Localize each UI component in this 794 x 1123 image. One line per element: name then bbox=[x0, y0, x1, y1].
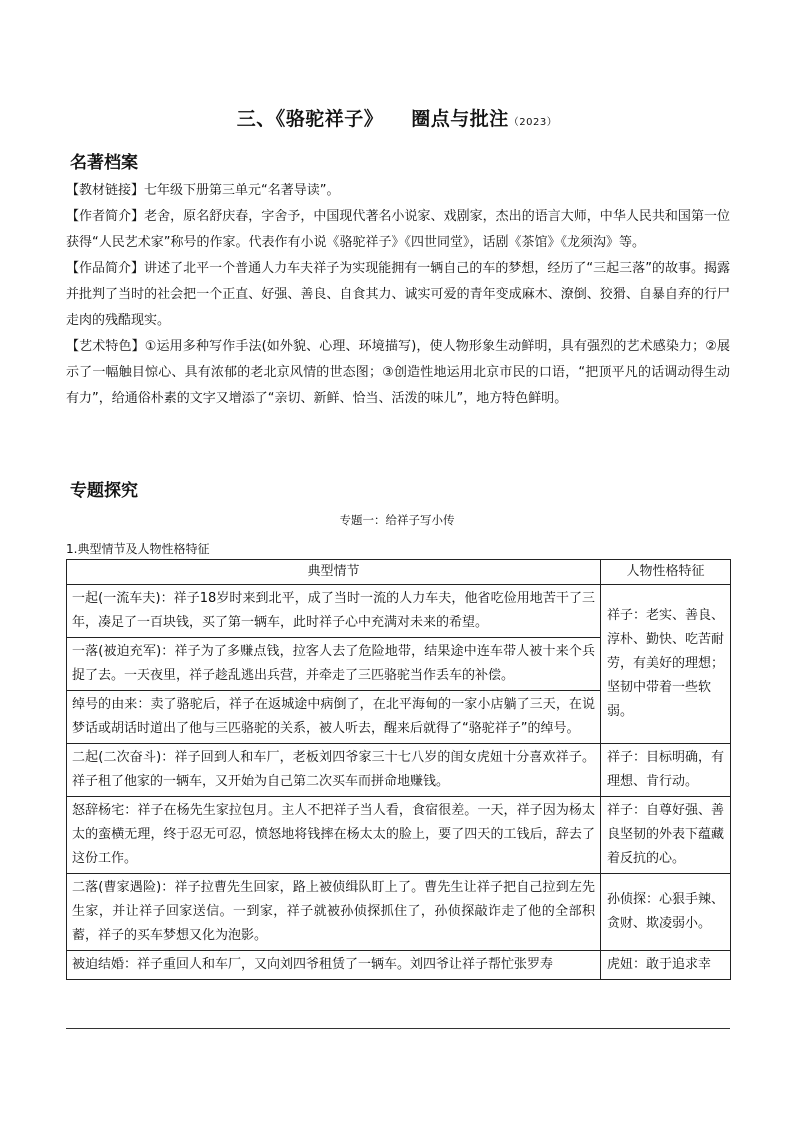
trait-cell: 虎妞：敢于追求幸 bbox=[601, 951, 731, 980]
title-topic: 圈点与批注 bbox=[411, 108, 509, 130]
footer-divider bbox=[66, 1028, 730, 1029]
section-heading-study: 专题探究 bbox=[70, 481, 138, 501]
plot-cell: 二起(二次奋斗)：祥子回到人和车厂，老板刘四爷家三十七八岁的闺女虎妞十分喜欢祥子。祥子租了他家的一辆车，又开始为自己第二次买车而拼命地赚钱。 bbox=[67, 744, 601, 797]
title-book: 三、《骆驼祥子》 bbox=[236, 108, 384, 130]
title-year: （2023） bbox=[508, 117, 558, 128]
plot-cell: 一起(一流车夫)：祥子18岁时来到北平，成了当时一流的人力车夫，他省吃俭用地苦干了三年，凑足了一百块钱，买了第一辆车，此时祥子心中充满对未来的希望。 bbox=[67, 585, 601, 638]
trait-cell: 孙侦探：心狠手辣、贪财、欺凌弱小。 bbox=[601, 874, 731, 951]
plot-cell: 绰号的由来：卖了骆驼后，祥子在返城途中病倒了，在北平海甸的一家小店躺了三天，在说梦话或胡话时道出了他与三匹骆驼的关系，被人听去，醒来后就得了“骆驼祥子”的绰号。 bbox=[67, 691, 601, 744]
table-subheading: 1.典型情节及人物性格特征 bbox=[66, 542, 210, 556]
table-row bbox=[67, 585, 731, 638]
plot-cell: 一落(被迫充军)：祥子为了多赚点钱，拉客人去了危险地带，结果途中连车带人被十来个兵捉了去。一天夜里，祥子趁乱逃出兵营，并牵走了三匹骆驼当作丢车的补偿。 bbox=[67, 638, 601, 691]
plot-character-table bbox=[66, 559, 731, 980]
topic-title: 专题一：给祥子写小传 bbox=[339, 513, 455, 527]
page-title bbox=[0, 104, 794, 131]
author-intro-paragraph: 【作者简介】老舍，原名舒庆春，字舍予，中国现代著名小说家、戏剧家，杰出的语言大师，中华人民共和国第一位获得“人民艺术家”称号的作家。代表作有小说《骆驼祥子》《四世同堂》，话剧《茶馆》《龙须沟》等。 bbox=[66, 209, 730, 250]
plot-cell: 二落(曹家遇险)：祥子拉曹先生回家，路上被侦缉队盯上了。曹先生让祥子把自己拉到左先生家，并让祥子回家送信。一到家，祥子就被孙侦探抓住了，孙侦探敲诈走了他的全部积蓄，祥子的买车梦想又化为泡影。 bbox=[67, 874, 601, 951]
textbook-link-paragraph: 【教材链接】七年级下册第三单元“名著导读”。 bbox=[66, 183, 340, 198]
section-heading-archive: 名著档案 bbox=[70, 153, 138, 173]
work-intro-paragraph: 【作品简介】讲述了北平一个普通人力车夫祥子为实现能拥有一辆自己的车的梦想，经历了“三起三落”的故事。揭露并批判了当时的社会把一个正直、好强、善良、自食其力、诚实可爱的青年变成麻木、潦倒、狡猾、自暴自弃的行尸走肉的残酷现实。 bbox=[66, 261, 730, 328]
trait-cell: 祥子：目标明确，有理想、肯行动。 bbox=[601, 744, 731, 797]
plot-cell: 被迫结婚：祥子重回人和车厂，又向刘四爷租赁了一辆车。刘四爷让祥子帮忙张罗寿 bbox=[67, 951, 601, 980]
table-row bbox=[67, 744, 731, 797]
table-header-row bbox=[67, 560, 731, 585]
table-row bbox=[67, 951, 731, 980]
trait-cell: 祥子：老实、善良、淳朴、勤快、吃苦耐劳，有美好的理想；坚韧中带着一些软弱。 bbox=[601, 585, 731, 744]
art-features-paragraph: 【艺术特色】①运用多种写作手法(如外貌、心理、环境描写)，使人物形象生动鲜明，具有强烈的艺术感染力；②展示了一幅触目惊心、具有浓郁的老北京风情的世态图；③创造性地运用北京市民的口语，“把顶平凡的话调动得生动有力”，给通俗朴素的文字又增添了“亲切、新鲜、恰当、活泼的味儿”，地方特色鲜明。 bbox=[66, 339, 730, 406]
archive-content bbox=[66, 178, 730, 412]
trait-cell: 祥子：自尊好强、善良坚韧的外表下蕴藏着反抗的心。 bbox=[601, 797, 731, 874]
header-traits: 人物性格特征 bbox=[601, 560, 731, 585]
header-plot: 典型情节 bbox=[67, 560, 601, 585]
plot-cell: 怒辞杨宅：祥子在杨先生家拉包月。主人不把祥子当人看，食宿很差。一天，祥子因为杨太太的蛮横无理，终于忍无可忍，愤怒地将钱摔在杨太太的脸上，要了四天的工钱后，辞去了这份工作。 bbox=[67, 797, 601, 874]
table-row bbox=[67, 797, 731, 874]
table-row bbox=[67, 874, 731, 951]
